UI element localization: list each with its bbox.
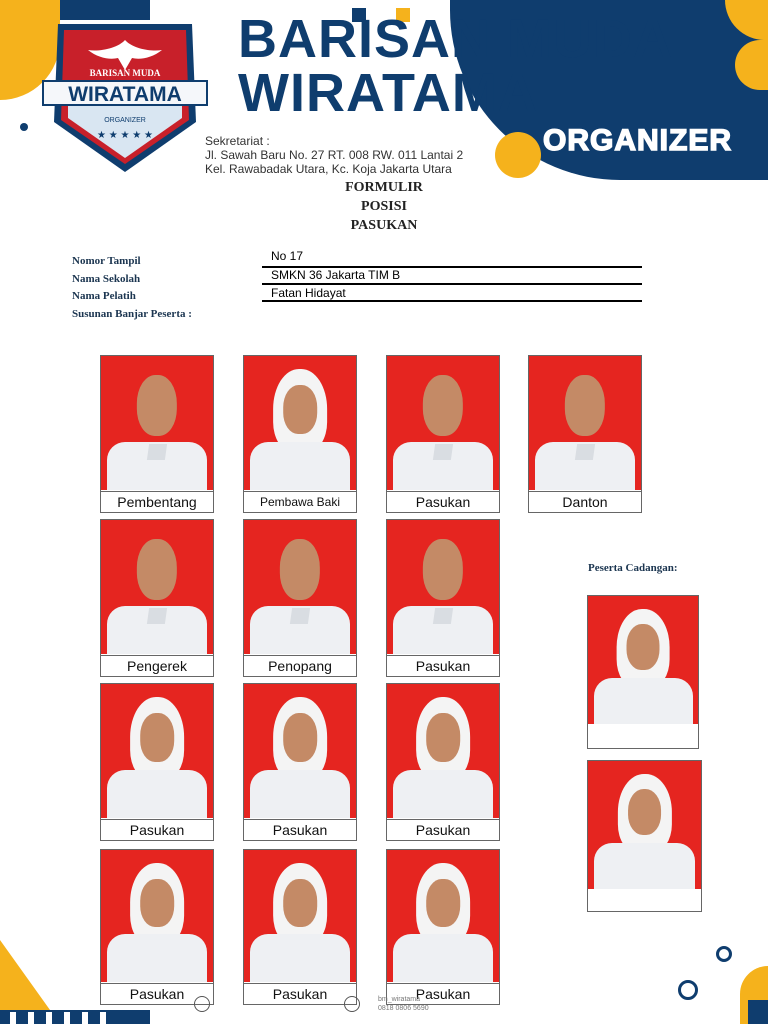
member-card <box>243 355 357 513</box>
member-position: Pasukan <box>101 819 213 840</box>
location-icon <box>194 996 210 1012</box>
brand-title-line2: WIRATAMA <box>238 63 538 123</box>
member-photo <box>101 684 213 818</box>
field-label-school-name: Nama Sekolah <box>72 273 141 285</box>
member-photo <box>529 356 641 490</box>
member-position: Pasukan <box>244 983 356 1004</box>
member-photo <box>101 520 213 654</box>
reserve-card <box>587 595 699 749</box>
member-photo <box>244 684 356 818</box>
field-label-formation: Susunan Banjar Peserta : <box>72 308 192 320</box>
member-position: Pasukan <box>387 655 499 676</box>
member-position: Penopang <box>244 655 356 676</box>
organizer-label: ORGANIZER <box>543 124 732 157</box>
member-photo <box>387 684 499 818</box>
member-position: Pasukan <box>244 819 356 840</box>
footer-line1: bm_wiratama <box>378 996 421 1003</box>
field-rule <box>262 300 642 302</box>
field-rule <box>262 283 642 285</box>
logo-top-text: BARISAN MUDA <box>89 68 161 78</box>
logo-main-text: WIRATAMA <box>68 83 182 106</box>
form-title-line2: POSISI <box>361 199 407 214</box>
secretariat-line3: Kel. Rawabadak Utara, Kc. Koja Jakarta Utara <box>205 162 452 176</box>
member-photo <box>244 850 356 982</box>
field-value-performance-number: No 17 <box>271 249 304 263</box>
member-card <box>243 519 357 677</box>
svg-text:★ ★ ★ ★ ★: ★ ★ ★ ★ ★ <box>97 130 153 141</box>
reserve-participants-label: Peserta Cadangan: <box>588 562 678 574</box>
secretariat-address <box>205 134 463 176</box>
member-card <box>386 683 500 841</box>
member-photo <box>101 356 213 490</box>
form-title-line3: PASUKAN <box>350 218 418 233</box>
navy-dot-deco <box>20 123 28 131</box>
brand-title-line1: BARISAN MUDA <box>238 9 673 69</box>
reserve-card <box>587 760 702 912</box>
member-card <box>386 849 500 1005</box>
member-position: Pengerek <box>101 655 213 676</box>
footer-stripes-deco <box>0 940 150 1024</box>
member-card <box>100 519 214 677</box>
secretariat-line2: Jl. Sawah Baru No. 27 RT. 008 RW. 011 Lantai 2 <box>205 148 464 162</box>
reserve-photo <box>588 761 701 889</box>
member-card <box>386 355 500 513</box>
logo-sub-text: ORGANIZER <box>104 117 146 124</box>
member-position: Pembentang <box>101 491 213 512</box>
reserve-photo <box>588 596 698 724</box>
field-value-school-name: SMKN 36 Jakarta TIM B <box>271 268 401 282</box>
member-photo <box>244 356 356 490</box>
orange-circle-deco <box>495 132 541 178</box>
member-card <box>243 849 357 1005</box>
member-card <box>386 519 500 677</box>
member-position: Danton <box>529 491 641 512</box>
member-card <box>100 683 214 841</box>
navy-top-bar <box>60 0 150 20</box>
wiratama-logo <box>38 22 212 180</box>
navy-bottom-right-shape <box>748 1000 768 1024</box>
field-label-performance-number: Nomor Tampil <box>72 255 141 267</box>
member-photo <box>387 520 499 654</box>
member-card <box>528 355 642 513</box>
member-position: Pasukan <box>387 819 499 840</box>
member-position: Pasukan <box>387 491 499 512</box>
ring-deco-small <box>716 946 732 962</box>
member-position: Pasukan <box>101 983 213 1004</box>
field-label-coach-name: Nama Pelatih <box>72 290 136 302</box>
form-title-line1: FORMULIR <box>345 180 423 195</box>
member-position: Pembawa Baki <box>244 491 356 512</box>
member-photo <box>387 356 499 490</box>
member-photo <box>387 850 499 982</box>
secretariat-line1: Sekretariat : <box>205 134 270 148</box>
phone-icon <box>344 996 360 1012</box>
footer-line2: 0818 0806 5690 <box>378 1005 429 1012</box>
footer-contact <box>378 995 429 1013</box>
field-value-coach-name: Fatan Hidayat <box>271 286 346 300</box>
member-card <box>243 683 357 841</box>
member-photo <box>244 520 356 654</box>
ring-deco-medium <box>678 980 698 1000</box>
member-position: Pasukan <box>387 983 499 1004</box>
member-card <box>100 355 214 513</box>
